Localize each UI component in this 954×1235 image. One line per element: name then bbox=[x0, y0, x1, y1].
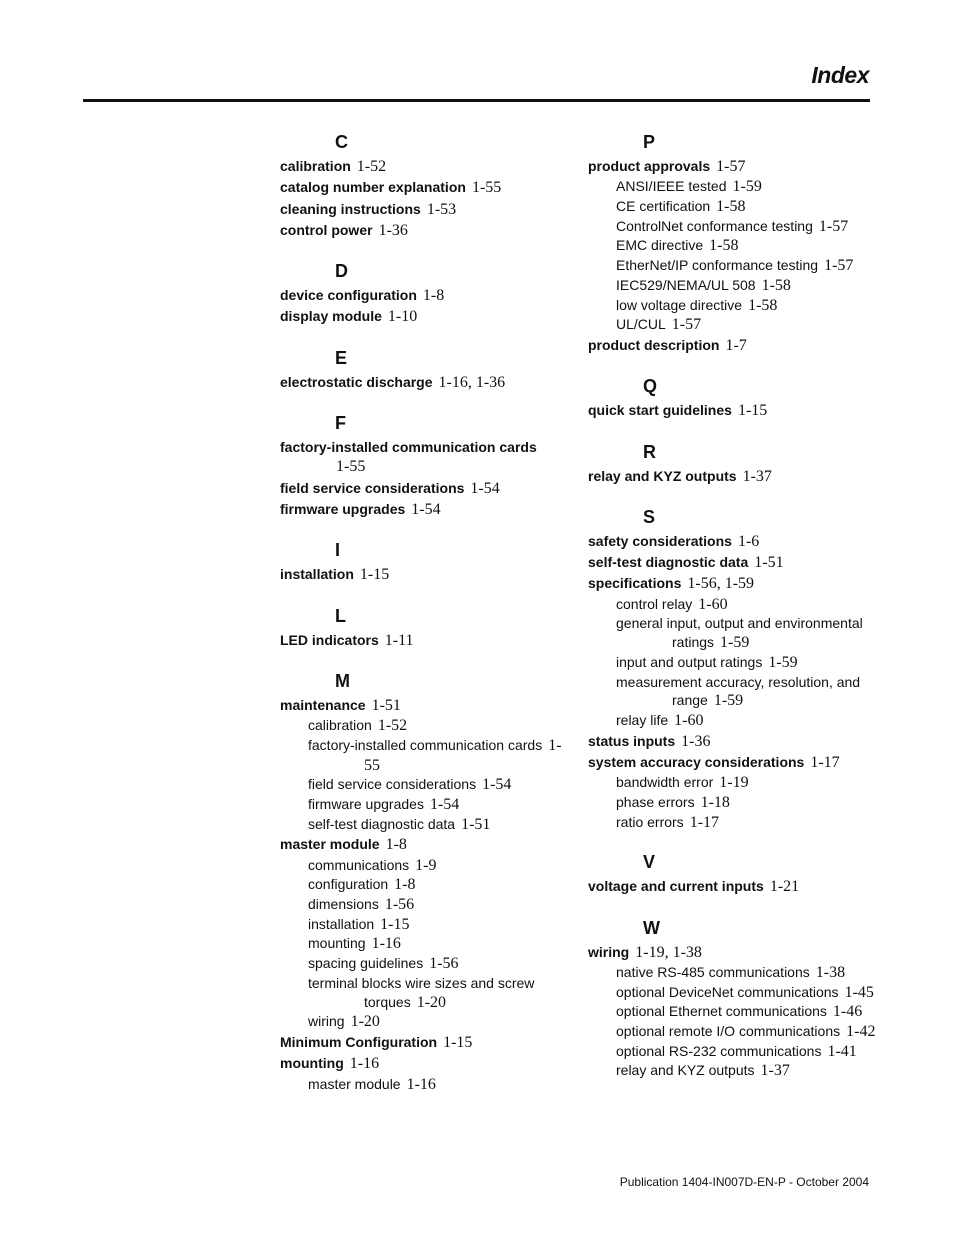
section-letter: L bbox=[335, 605, 346, 626]
index-entry bbox=[588, 573, 878, 594]
section-letter: F bbox=[335, 413, 346, 434]
entry-term: specifications bbox=[588, 575, 682, 592]
entry-pages: 1-17 bbox=[810, 753, 840, 771]
section-letter: R bbox=[643, 441, 656, 462]
subentry-term: IEC529/NEMA/UL 508 bbox=[616, 276, 756, 293]
subentry-term: optional remote I/O communications bbox=[616, 1023, 841, 1040]
entry-term: field service considerations bbox=[280, 479, 465, 496]
entry-term: Minimum Configuration bbox=[280, 1034, 438, 1050]
subentry-term: self-test diagnostic data bbox=[308, 815, 456, 832]
index-subentry bbox=[588, 793, 878, 813]
index-subentry bbox=[588, 1022, 878, 1042]
index-entry bbox=[588, 942, 878, 963]
index-entry bbox=[588, 876, 878, 897]
subentry-pages: 1-8 bbox=[394, 876, 416, 894]
subentry-pages: 1-59 bbox=[720, 634, 750, 652]
subentry-pages: 1-42 bbox=[846, 1023, 876, 1041]
index-subentry bbox=[588, 256, 878, 276]
subentry-pages: 1-18 bbox=[700, 793, 730, 811]
entry-pages: 1-36 bbox=[378, 221, 408, 239]
section-c bbox=[280, 128, 570, 241]
section-letter: E bbox=[335, 347, 348, 368]
entry-pages: 1-56, 1-59 bbox=[687, 575, 755, 593]
subentry-term: configuration bbox=[308, 876, 389, 893]
index-subentry bbox=[280, 1075, 570, 1095]
subentry-pages: 1-37 bbox=[760, 1062, 790, 1080]
subentry-term: EtherNet/IP conformance testing bbox=[616, 257, 819, 274]
index-entry bbox=[280, 220, 570, 241]
index-subentry bbox=[588, 983, 878, 1003]
index-entry bbox=[588, 156, 878, 177]
entry-term: self-test diagnostic data bbox=[588, 554, 749, 571]
subentry-term: input and output ratings bbox=[616, 653, 763, 670]
index-entry bbox=[588, 552, 878, 573]
subentry-pages: 1-16 bbox=[371, 935, 401, 953]
index-subentry bbox=[280, 856, 570, 876]
index-subentry bbox=[588, 813, 878, 833]
entry-pages: 1-15 bbox=[443, 1034, 473, 1051]
section-letter: I bbox=[335, 540, 341, 561]
subentry-term: master module bbox=[308, 1075, 401, 1092]
subentry-term: calibration bbox=[308, 717, 372, 734]
index-column-right bbox=[588, 128, 878, 1097]
entry-term: electrostatic discharge bbox=[280, 373, 433, 390]
subentry-pages: 1-15 bbox=[380, 915, 410, 933]
subentry-pages: 1-20 bbox=[350, 1013, 380, 1031]
subentry-term: general input, output and environmental ratings bbox=[616, 615, 863, 651]
subentry-term: control relay bbox=[616, 595, 693, 612]
subentry-pages: 1-56 bbox=[429, 955, 459, 973]
subentry-pages: 1-46 bbox=[832, 1003, 863, 1021]
subentry-pages: 1-17 bbox=[689, 813, 720, 831]
index-subentry bbox=[588, 217, 878, 237]
index-entry bbox=[280, 478, 570, 499]
index-subentry bbox=[588, 653, 878, 673]
index-subentry bbox=[588, 614, 878, 652]
subentry-pages: 1-58 bbox=[748, 296, 778, 314]
subentry-term: ANSI/IEEE tested bbox=[616, 178, 727, 195]
section-e bbox=[280, 344, 570, 393]
section-l bbox=[280, 602, 570, 651]
index-entry bbox=[280, 177, 570, 198]
index-subentry bbox=[588, 1042, 878, 1062]
subentry-pages: 1-41 bbox=[827, 1042, 857, 1060]
subentry-term: CE certification bbox=[616, 198, 711, 214]
index-subentry bbox=[280, 974, 570, 1012]
subentry-term: spacing guidelines bbox=[308, 955, 424, 972]
entry-pages: 1-15 bbox=[737, 402, 768, 420]
entry-term: firmware upgrades bbox=[280, 500, 406, 517]
entry-term: catalog number explanation bbox=[280, 179, 466, 196]
section-letter: W bbox=[643, 917, 660, 938]
entry-term: master module bbox=[280, 836, 380, 853]
index-entry bbox=[280, 630, 570, 651]
index-subentry bbox=[280, 934, 570, 954]
entry-term: installation bbox=[280, 566, 354, 583]
entry-pages: 1-55 bbox=[471, 179, 502, 197]
section-letter: S bbox=[643, 506, 656, 527]
section-m bbox=[280, 667, 570, 1094]
subentry-term: bandwidth error bbox=[616, 774, 714, 791]
entry-term: quick start guidelines bbox=[588, 402, 732, 419]
entry-pages: 1-54 bbox=[411, 500, 441, 518]
entry-pages: 1-7 bbox=[725, 336, 747, 354]
index-entry bbox=[280, 285, 570, 306]
entry-pages: 1-16, 1-36 bbox=[438, 373, 506, 391]
index-entry bbox=[588, 466, 878, 487]
index-subentry bbox=[588, 673, 878, 711]
subentry-pages: 1-59 bbox=[732, 178, 762, 196]
subentry-term: ControlNet conformance testing bbox=[616, 217, 813, 234]
section-q bbox=[588, 372, 878, 421]
section-i bbox=[280, 536, 570, 585]
entry-term: maintenance bbox=[280, 696, 366, 713]
publication-footer: Publication 1404-IN007D-EN-P - October 2004 bbox=[619, 1175, 869, 1189]
index-entry bbox=[588, 531, 878, 552]
subentry-pages: 1-16 bbox=[406, 1075, 436, 1093]
subentry-term: relay life bbox=[616, 711, 669, 728]
index-subentry bbox=[280, 716, 570, 736]
entry-term: product description bbox=[588, 336, 720, 353]
entry-pages: 1-8 bbox=[422, 287, 445, 305]
subentry-pages: 1-52 bbox=[377, 717, 408, 735]
subentry-pages: 1-57 bbox=[824, 257, 854, 275]
entry-term: wiring bbox=[588, 943, 630, 960]
subentry-pages: 1-54 bbox=[429, 795, 460, 813]
section-f bbox=[280, 409, 570, 520]
index-subentry bbox=[280, 875, 570, 895]
index-entry bbox=[280, 564, 570, 585]
subentry-pages: 1-20 bbox=[416, 993, 447, 1011]
index-subentry bbox=[588, 177, 878, 197]
section-p bbox=[588, 128, 878, 356]
entry-term: factory-installed communication cards bbox=[280, 439, 537, 456]
index-entry bbox=[280, 437, 570, 478]
section-letter: M bbox=[335, 670, 350, 691]
section-letter: P bbox=[643, 132, 656, 152]
subentry-pages: 1-59 bbox=[713, 692, 744, 710]
entry-pages: 1-57 bbox=[716, 158, 746, 175]
entry-term: control power bbox=[280, 221, 373, 238]
index-subentry bbox=[588, 773, 878, 793]
subentry-term: terminal blocks wire sizes and screw torques bbox=[308, 974, 535, 1010]
index-subentry bbox=[280, 1012, 570, 1032]
subentry-pages: 1-59 bbox=[768, 653, 798, 671]
subentry-pages: 1-57 bbox=[671, 316, 702, 334]
entry-pages: 1-10 bbox=[387, 308, 418, 326]
index-subentry bbox=[280, 815, 570, 835]
index-entry bbox=[280, 306, 570, 327]
entry-pages: 1-16 bbox=[349, 1055, 380, 1073]
index-subentry bbox=[588, 963, 878, 983]
subentry-pages: 1-54 bbox=[482, 776, 512, 794]
index-entry bbox=[280, 199, 570, 220]
entry-term: status inputs bbox=[588, 732, 676, 749]
index-subentry bbox=[280, 775, 570, 795]
subentry-term: UL/CUL bbox=[616, 316, 666, 333]
entry-term: calibration bbox=[280, 158, 351, 174]
subentry-pages: 1-56 bbox=[384, 896, 415, 914]
subentry-term: firmware upgrades bbox=[308, 795, 424, 812]
index-subentry bbox=[588, 315, 878, 335]
entry-term: device configuration bbox=[280, 287, 417, 304]
section-letter: Q bbox=[643, 376, 658, 397]
subentry-pages: 1-58 bbox=[761, 276, 791, 294]
index-subentry bbox=[588, 1002, 878, 1022]
subentry-pages: 1-60 bbox=[674, 711, 704, 729]
section-r bbox=[588, 438, 878, 487]
subentry-pages: 1-58 bbox=[709, 237, 739, 255]
subentry-term: installation bbox=[308, 915, 375, 932]
subentry-pages: 1-9 bbox=[415, 856, 437, 874]
entry-term: cleaning instructions bbox=[280, 200, 421, 217]
subentry-term: low voltage directive bbox=[616, 296, 743, 313]
entry-pages: 1-55 bbox=[336, 458, 366, 476]
index-column-left bbox=[280, 128, 570, 1110]
entry-pages: 1-36 bbox=[681, 732, 711, 750]
subentry-term: dimensions bbox=[308, 896, 379, 913]
entry-term: voltage and current inputs bbox=[588, 878, 764, 895]
index-subentry bbox=[280, 795, 570, 815]
entry-term: LED indicators bbox=[280, 631, 379, 648]
subentry-pages: 1-51 bbox=[461, 815, 491, 833]
entry-pages: 1-15 bbox=[359, 566, 390, 584]
index-subentry bbox=[588, 236, 878, 256]
entry-pages: 1-19, 1-38 bbox=[635, 943, 702, 961]
index-entry bbox=[280, 1032, 570, 1053]
subentry-term: optional DeviceNet communications bbox=[616, 983, 839, 1000]
subentry-pages: 1-45 bbox=[844, 983, 874, 1001]
entry-pages: 1-6 bbox=[737, 532, 760, 550]
subentry-term: measurement accuracy, resolution, and range bbox=[616, 673, 861, 709]
subentry-term: wiring bbox=[308, 1013, 345, 1030]
section-letter: D bbox=[335, 261, 348, 282]
index-entry bbox=[280, 156, 570, 177]
section-v bbox=[588, 848, 878, 897]
index-entry bbox=[280, 372, 570, 393]
index-entry bbox=[280, 834, 570, 855]
subentry-term: optional Ethernet communications bbox=[616, 1003, 827, 1020]
entry-pages: 1-52 bbox=[356, 158, 387, 175]
subentry-term: communications bbox=[308, 856, 410, 873]
index-entry bbox=[588, 400, 878, 421]
subentry-term: mounting bbox=[308, 935, 366, 952]
page-title: Index bbox=[811, 62, 869, 88]
subentry-pages: 1-58 bbox=[716, 198, 746, 215]
entry-pages: 1-8 bbox=[385, 836, 407, 854]
subentry-pages: 1-57 bbox=[818, 217, 849, 235]
index-subentry bbox=[280, 736, 570, 775]
entry-term: mounting bbox=[280, 1055, 344, 1072]
subentry-term: ratio errors bbox=[616, 813, 684, 830]
entry-term: system accuracy considerations bbox=[588, 753, 805, 770]
subentry-pages: 1-60 bbox=[698, 595, 728, 613]
index-entry bbox=[588, 752, 878, 773]
entry-pages: 1-37 bbox=[742, 467, 772, 485]
section-s bbox=[588, 503, 878, 833]
entry-term: safety considerations bbox=[588, 532, 732, 549]
subentry-pages: 1-19 bbox=[719, 774, 749, 792]
subentry-term: relay and KYZ outputs bbox=[616, 1062, 755, 1079]
section-letter: C bbox=[335, 132, 348, 152]
index-entry bbox=[280, 1053, 570, 1074]
index-subentry bbox=[588, 595, 878, 615]
subentry-pages: 1-38 bbox=[815, 963, 846, 981]
index-subentry bbox=[588, 296, 878, 316]
index-subentry bbox=[588, 276, 878, 296]
index-subentry bbox=[280, 954, 570, 974]
entry-pages: 1-54 bbox=[470, 479, 500, 497]
section-letter: V bbox=[643, 852, 656, 873]
index-subentry bbox=[280, 915, 570, 935]
entry-term: relay and KYZ outputs bbox=[588, 467, 737, 484]
subentry-term: phase errors bbox=[616, 793, 695, 810]
subentry-term: field service considerations bbox=[308, 776, 477, 793]
index-subentry bbox=[588, 197, 878, 217]
index-subentry bbox=[588, 1061, 878, 1081]
entry-pages: 1-11 bbox=[384, 631, 414, 649]
index-subentry bbox=[588, 711, 878, 731]
entry-pages: 1-53 bbox=[426, 200, 457, 218]
index-entry bbox=[280, 695, 570, 716]
index-subentry bbox=[280, 895, 570, 915]
subentry-term: native RS-485 communications bbox=[616, 963, 810, 980]
index-entry bbox=[588, 731, 878, 752]
entry-term: display module bbox=[280, 308, 382, 325]
section-d bbox=[280, 257, 570, 328]
subentry-term: EMC directive bbox=[616, 237, 704, 254]
subentry-term: optional RS-232 communications bbox=[616, 1042, 822, 1059]
header-rule bbox=[83, 99, 870, 102]
subentry-term: factory-installed communication cards bbox=[308, 736, 543, 753]
subentry-pages: 1-55 bbox=[364, 736, 562, 774]
entry-pages: 1-21 bbox=[769, 878, 800, 896]
index-entry bbox=[280, 499, 570, 520]
entry-pages: 1-51 bbox=[754, 554, 784, 572]
index-entry bbox=[588, 335, 878, 356]
section-w bbox=[588, 914, 878, 1082]
entry-term: product approvals bbox=[588, 158, 711, 174]
entry-pages: 1-51 bbox=[371, 696, 401, 714]
